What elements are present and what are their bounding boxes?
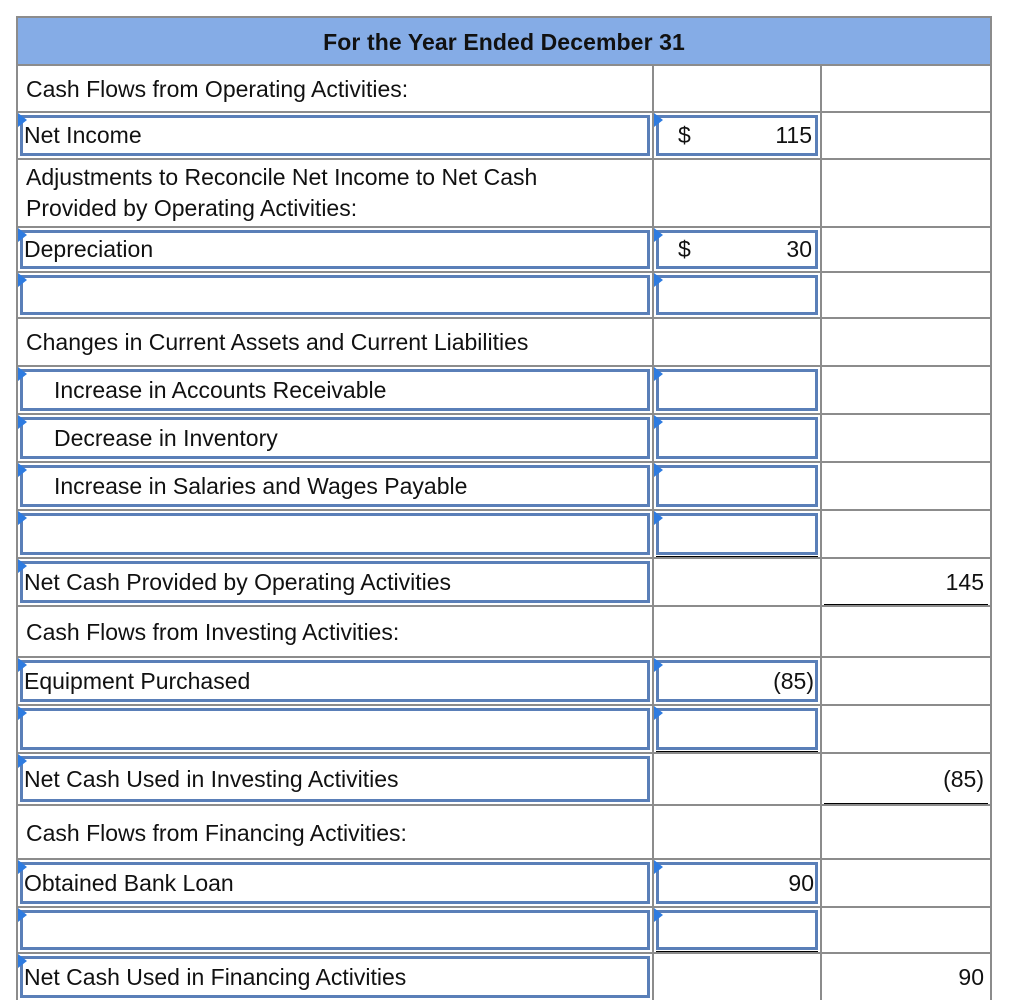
- net-investing-label-field[interactable]: [16, 754, 654, 804]
- net-income-row: [16, 111, 992, 158]
- dropdown-marker-icon: [18, 908, 27, 922]
- dropdown-marker-icon: [654, 273, 663, 287]
- bank-loan-row: [16, 858, 992, 906]
- dropdown-marker-icon: [654, 113, 663, 127]
- salaries-payable-label-field[interactable]: [16, 463, 654, 509]
- depreciation-amount-field[interactable]: [654, 228, 822, 271]
- dropdown-marker-icon: [654, 463, 663, 477]
- blank-financing-amount-field[interactable]: [654, 908, 822, 952]
- dropdown-marker-icon: [18, 367, 27, 381]
- accounts-receivable-row: [16, 365, 992, 413]
- depreciation-amount: 30: [786, 236, 812, 262]
- blank-financing-row: [16, 906, 992, 952]
- dropdown-marker-icon: [18, 706, 27, 720]
- net-operating-total: 145: [945, 569, 984, 595]
- dropdown-marker-icon: [18, 415, 27, 429]
- bank-loan-amount-field[interactable]: [654, 860, 822, 906]
- equipment-row: [16, 656, 992, 704]
- net-financing-label: Net Cash Used in Financing Activities: [24, 964, 407, 990]
- net-income-amount-field[interactable]: [654, 113, 822, 158]
- net-financing-total: 90: [958, 964, 984, 990]
- dropdown-marker-icon: [654, 908, 663, 922]
- blank-adjustment-amount-field[interactable]: [654, 273, 822, 317]
- net-income-label-field[interactable]: [16, 113, 654, 158]
- bank-loan-label: Obtained Bank Loan: [24, 870, 234, 896]
- adjustments-heading-line1: Adjustments to Reconcile Net Income to Net Cash: [26, 164, 538, 190]
- net-investing-total: (85): [943, 766, 984, 792]
- blank-adjustment-row: [16, 271, 992, 317]
- currency-symbol: $: [678, 122, 691, 148]
- net-operating-label-field[interactable]: [16, 559, 654, 605]
- changes-heading: Changes in Current Assets and Current Liabilities: [26, 329, 529, 355]
- net-investing-label: Net Cash Used in Investing Activities: [24, 766, 399, 792]
- equipment-label: Equipment Purchased: [24, 668, 251, 694]
- table-header: [16, 16, 992, 66]
- accounts-receivable-label: Increase in Accounts Receivable: [54, 377, 387, 403]
- dropdown-marker-icon: [654, 706, 663, 720]
- dropdown-marker-icon: [18, 463, 27, 477]
- dropdown-marker-icon: [654, 658, 663, 672]
- net-operating-label: Net Cash Provided by Operating Activities: [24, 569, 451, 595]
- blank-change-row: [16, 509, 992, 557]
- dropdown-marker-icon: [18, 511, 27, 525]
- dropdown-marker-icon: [654, 228, 663, 242]
- equipment-label-field[interactable]: [16, 658, 654, 704]
- salaries-payable-amount-field[interactable]: [654, 463, 822, 509]
- inventory-label: Decrease in Inventory: [54, 425, 278, 451]
- net-financing-label-field[interactable]: [16, 954, 654, 1000]
- inventory-row: [16, 413, 992, 461]
- adjustments-heading-row: [16, 158, 992, 226]
- depreciation-row: [16, 226, 992, 271]
- blank-change-amount-field[interactable]: [654, 511, 822, 557]
- changes-heading-row: [16, 317, 992, 365]
- net-income-label: Net Income: [24, 122, 142, 148]
- header-title: For the Year Ended December 31: [323, 29, 685, 55]
- dropdown-marker-icon: [18, 273, 27, 287]
- net-operating-row: [16, 557, 992, 605]
- blank-change-label-field[interactable]: [16, 511, 654, 557]
- dropdown-marker-icon: [654, 367, 663, 381]
- blank-investing-row: [16, 704, 992, 752]
- accounts-receivable-amount-field[interactable]: [654, 367, 822, 413]
- net-financing-row: [16, 952, 992, 1000]
- adjustments-heading-line2: Provided by Operating Activities:: [26, 195, 358, 221]
- currency-symbol: $: [678, 236, 691, 262]
- salaries-payable-label: Increase in Salaries and Wages Payable: [54, 473, 468, 499]
- dropdown-marker-icon: [654, 860, 663, 874]
- financing-heading-row: [16, 804, 992, 858]
- inventory-label-field[interactable]: [16, 415, 654, 461]
- depreciation-label: Depreciation: [24, 236, 154, 262]
- net-income-amount: 115: [775, 122, 812, 148]
- cash-flow-statement-table: [16, 16, 992, 1001]
- inventory-amount-field[interactable]: [654, 415, 822, 461]
- dropdown-marker-icon: [654, 511, 663, 525]
- equipment-amount-field[interactable]: [654, 658, 822, 704]
- bank-loan-label-field[interactable]: [16, 860, 654, 906]
- financing-heading: Cash Flows from Financing Activities:: [26, 820, 407, 846]
- investing-heading-row: [16, 605, 992, 656]
- equipment-amount: (85): [773, 668, 814, 694]
- blank-investing-amount-field[interactable]: [654, 706, 822, 752]
- blank-adjustment-label-field[interactable]: [16, 273, 654, 317]
- net-investing-row: [16, 752, 992, 804]
- accounts-receivable-label-field[interactable]: [16, 367, 654, 413]
- blank-financing-label-field[interactable]: [16, 908, 654, 952]
- investing-heading: Cash Flows from Investing Activities:: [26, 619, 400, 645]
- operating-heading: Cash Flows from Operating Activities:: [26, 76, 409, 102]
- bank-loan-amount: 90: [788, 870, 814, 896]
- dropdown-marker-icon: [654, 415, 663, 429]
- blank-investing-label-field[interactable]: [16, 706, 654, 752]
- salaries-payable-row: [16, 461, 992, 509]
- depreciation-label-field[interactable]: [16, 228, 654, 271]
- operating-heading-row: [16, 64, 992, 111]
